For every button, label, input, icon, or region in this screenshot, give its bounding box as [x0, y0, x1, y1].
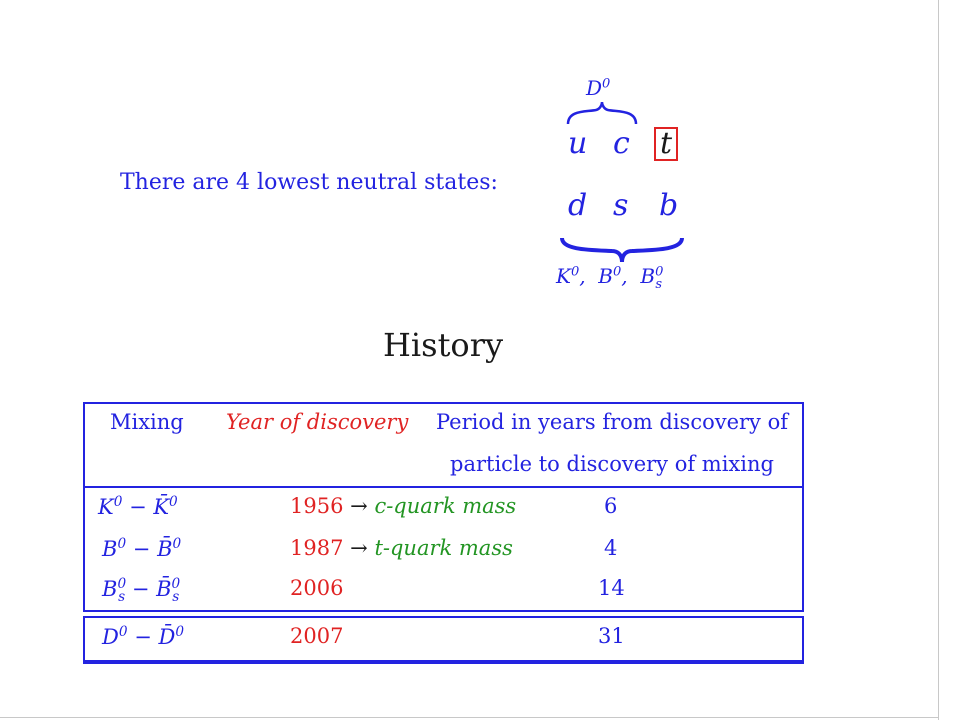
header-mixing: Mixing: [110, 410, 184, 434]
row-2-note: t-quark mass: [374, 536, 513, 560]
header-period-line2: particle to discovery of mixing: [450, 452, 774, 476]
quark-u: u: [568, 126, 588, 161]
quark-d: d: [568, 188, 588, 223]
table-last-row-box: [83, 616, 804, 662]
mesons-brace-label: $K^0$, $B^0$, $B^0_s$: [556, 264, 664, 292]
quark-t-boxed: [654, 126, 678, 161]
row-1-year: 1956: [290, 494, 344, 518]
row-1-note: c-quark mass: [374, 494, 517, 518]
bottom-brace: [560, 236, 684, 264]
header-year: Year of discovery: [226, 410, 409, 434]
table-bottom-rule: [83, 662, 804, 664]
row-3-year: 2006: [290, 576, 344, 600]
quark-s: s: [613, 188, 629, 223]
intro-text: There are 4 lowest neutral states:: [120, 170, 498, 195]
top-brace: [566, 100, 638, 126]
row-2-year-cell: [290, 536, 513, 560]
page-edge-bottom: [0, 717, 939, 718]
row-4-period: 31: [598, 624, 625, 648]
page-edge-right: [938, 0, 939, 720]
quark-t: t: [654, 127, 678, 161]
quark-c: c: [613, 126, 630, 161]
d0-brace-label: $D^0$: [586, 76, 611, 100]
row-1-year-cell: [290, 494, 516, 518]
quark-b: b: [659, 188, 679, 223]
row-4-year: 2007: [290, 624, 344, 648]
row-2-year: 1987: [290, 536, 344, 560]
row-4-mixing: $D^0$ − D̄$^0$: [102, 624, 185, 649]
row-1-mixing: $K^0$ − K̄$^0$: [98, 494, 178, 519]
row-3-mixing: $B^0_s$ − B̄$^0_s$: [102, 576, 181, 606]
row-1-period: 6: [604, 494, 618, 518]
row-2-period: 4: [604, 536, 618, 560]
history-title: History: [383, 326, 504, 364]
header-period-line1: Period in years from discovery of: [436, 410, 789, 434]
row-2-arrow: →: [350, 536, 368, 560]
row-1-arrow: →: [350, 494, 368, 518]
row-3-period: 14: [598, 576, 625, 600]
row-2-mixing: $B^0$ − B̄$^0$: [102, 536, 182, 561]
